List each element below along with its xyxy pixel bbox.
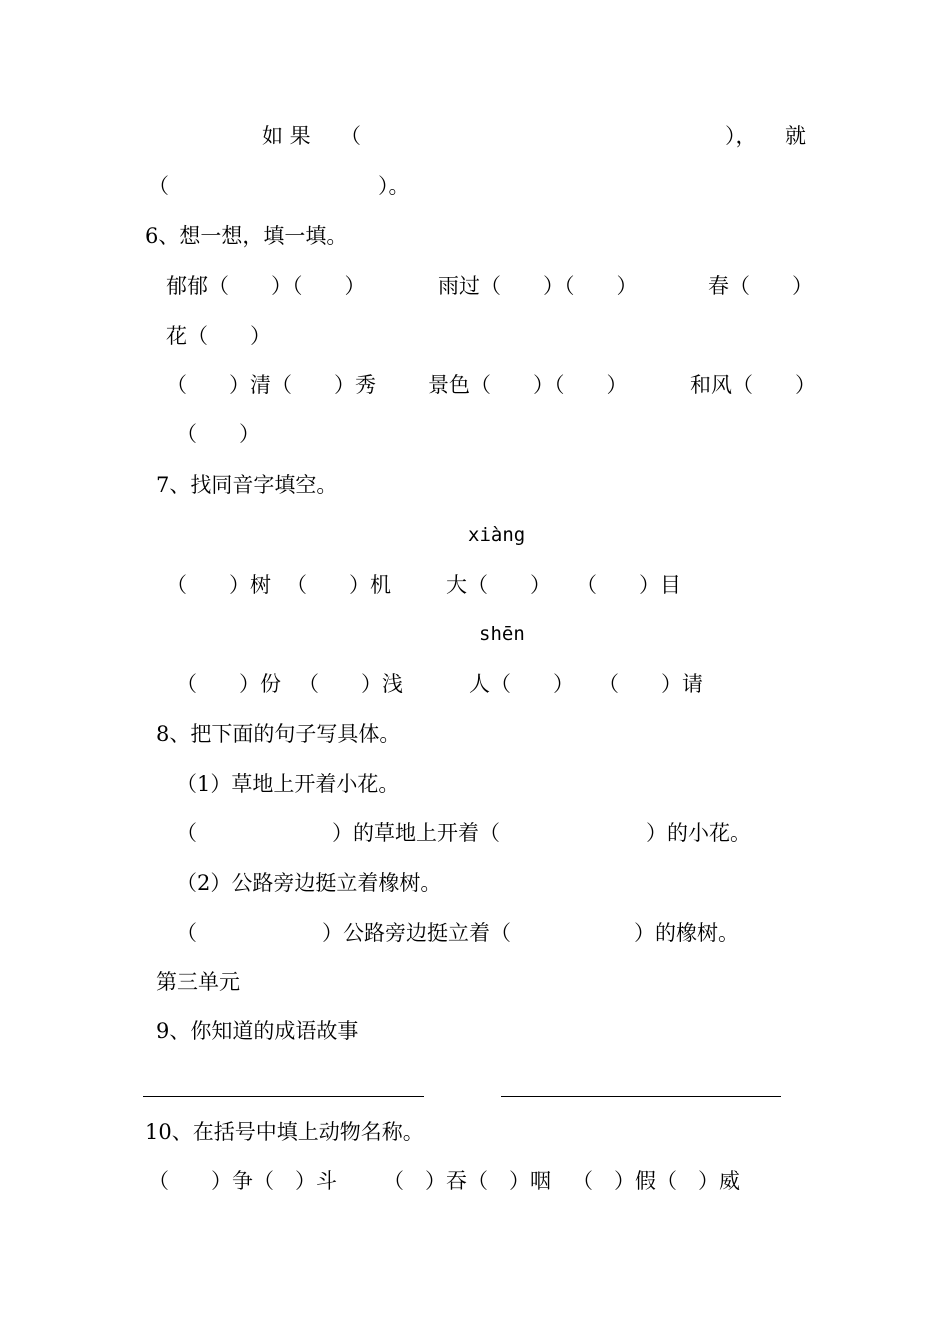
if-label: 如 果 xyxy=(262,124,311,148)
paren-open: （ xyxy=(340,124,361,148)
answer-line-1 xyxy=(143,1096,424,1097)
q6-row2-item-1: （ ）清（ ）秀 xyxy=(166,373,376,397)
unit3-title: 第三单元 xyxy=(156,970,240,994)
q7-row2-item-2: （ ）浅 xyxy=(298,672,403,696)
q8-fill-1-a: （ xyxy=(176,821,197,845)
q7-row2-item-4: （ ）请 xyxy=(598,672,703,696)
q6-row2-cont: （ ） xyxy=(176,422,260,446)
q8-title: 8、把下面的句子写具体。 xyxy=(156,722,401,746)
q6-row2-item-2: 景色（ ）（ ） xyxy=(428,373,628,397)
q7-row1-item-1: （ ）树 xyxy=(166,573,271,597)
q7-title: 7、找同音字填空。 xyxy=(156,473,338,497)
q8-fill-2-c: ）的橡树。 xyxy=(634,921,739,945)
q7-pinyin-1: xiàng xyxy=(468,524,526,546)
q8-fill-1-b: ）的草地上开着（ xyxy=(332,821,500,845)
q10-item-1: （ ）争（ ）斗 xyxy=(148,1169,337,1193)
paren2-close: ）。 xyxy=(378,174,410,198)
q7-row1-item-4: （ ）目 xyxy=(576,573,681,597)
q8-fill-1-c: ）的小花。 xyxy=(646,821,751,845)
q10-item-3: （ ）假（ ）威 xyxy=(572,1169,740,1193)
q7-row1-item-3: 大（ ） xyxy=(446,573,551,597)
q6-title: 6、想一想，填一填。 xyxy=(145,224,348,248)
q7-row2-item-1: （ ）份 xyxy=(176,672,281,696)
q9-title: 9、你知道的成语故事 xyxy=(156,1019,359,1043)
answer-line-2 xyxy=(501,1096,781,1097)
paren2-open: （ xyxy=(148,174,169,198)
q7-row2-item-3: 人（ ） xyxy=(469,672,574,696)
q6-row1-item-1: 郁郁（ ）（ ） xyxy=(166,274,366,298)
then-label: 就 xyxy=(785,124,806,148)
q10-item-2: （ ）吞（ ）咽 xyxy=(383,1169,551,1193)
paren-close-comma: ）， xyxy=(725,124,757,148)
q6-row1-item-3: 春（ ） xyxy=(708,274,813,298)
q7-pinyin-2: shēn xyxy=(479,623,525,645)
q8-fill-2-a: （ xyxy=(176,921,197,945)
q8-fill-2-b: ）公路旁边挺立着（ xyxy=(322,921,511,945)
q8-sentence-1: （1）草地上开着小花。 xyxy=(176,772,400,796)
q10-title: 10、在括号中填上动物名称。 xyxy=(145,1120,424,1144)
q7-row1-item-2: （ ）机 xyxy=(286,573,391,597)
q6-row1-item-2: 雨过（ ）（ ） xyxy=(438,274,638,298)
q8-sentence-2: （2）公路旁边挺立着橡树。 xyxy=(176,871,442,895)
q6-row1-cont: 花（ ） xyxy=(166,324,271,348)
q6-row2-item-3: 和风（ ） xyxy=(690,373,816,397)
